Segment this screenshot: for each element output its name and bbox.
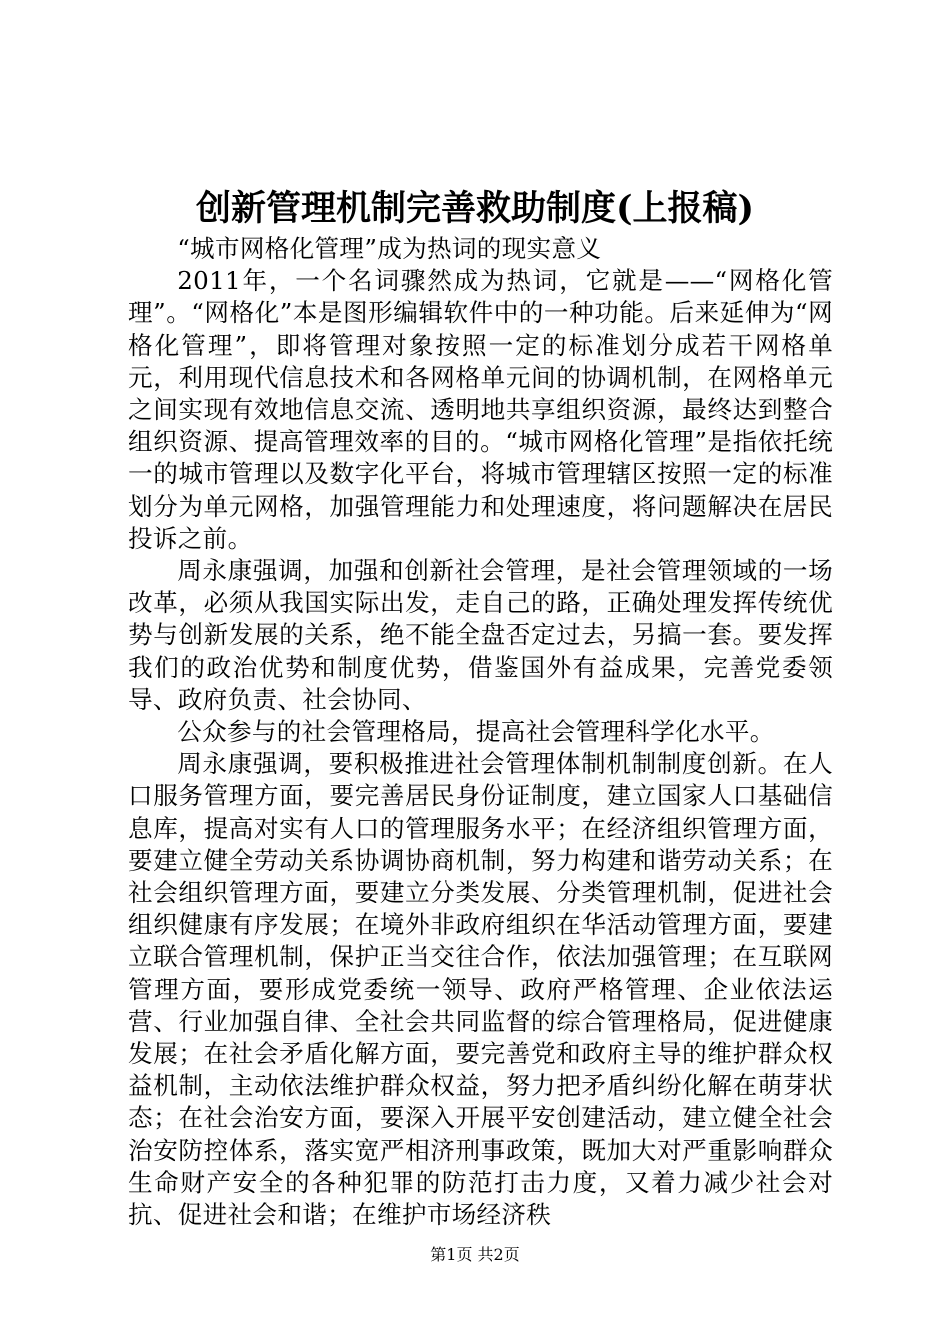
page-footer: 第1页 共2页 [430, 1245, 520, 1264]
body-paragraph: 公众参与的社会管理格局，提高社会管理科学化水平。 [177, 717, 775, 747]
document-body [128, 233, 833, 1231]
body-paragraph: 周永康强调，加强和创新社会管理，是社会管理领域的一场改革，必须从我国实际出发，走自己的路，正确处理发挥传统优势与创新发展的关系，绝不能全盘否定过去，另搞一套。要发挥我们的政治优势和制度优势，借鉴国外有益成果，完善党委领导、政府负责、社会协同、 [128, 556, 833, 714]
body-paragraph: 2011年，一个名词骤然成为热词，它就是——“网格化管理”。“网格化”本是图形编辑软件中的一种功能。后来延伸为“网格化管理”，即将管理对象按照一定的标准划分成若干网格单元，利用现代信息技术和各网格单元间的协调机制，在网格单元之间实现有效地信息交流、透明地共享组织资源，最终达到整合组织资源、提高管理效率的目的。“城市网格化管理”是指依托统一的城市管理以及数字化平台，将城市管理辖区按照一定的标准划分为单元网格，加强管理能力和处理速度，将问题解决在居民投诉之前。 [128, 266, 833, 553]
section-heading: “城市网格化管理”成为热词的现实意义 [177, 234, 602, 263]
document-title: 创新管理机制完善救助制度(上报稿) [195, 188, 755, 229]
body-paragraph: 周永康强调，要积极推进社会管理体制机制制度创新。在人口服务管理方面，要完善居民身份证制度，建立国家人口基础信息库，提高对实有人口的管理服务水平；在经济组织管理方面，要建立健全劳动关系协调协商机制，努力构建和谐劳动关系；在社会组织管理方面，要建立分类发展、分类管理机制，促进社会组织健康有序发展；在境外非政府组织在华活动管理方面，要建立联合管理机制，保护正当交往合作，依法加强管理；在互联网管理方面，要形成党委统一领导、政府严格管理、企业依法运营、行业加强自律、全社会共同监督的综合管理格局，促进健康发展；在社会矛盾化解方面，要完善党和政府主导的维护群众权益机制，主动依法维护群众权益，努力把矛盾纠纷化解在萌芽状态；在社会治安方面，要深入开展平安创建活动，建立健全社会治安防控体系，落实宽严相济刑事政策，既加大对严重影响群众生命财产安全的各种犯罪的防范打击力度，又着力减少社会对抗、促进社会和谐；在维护市场经济秩 [128, 749, 833, 1230]
